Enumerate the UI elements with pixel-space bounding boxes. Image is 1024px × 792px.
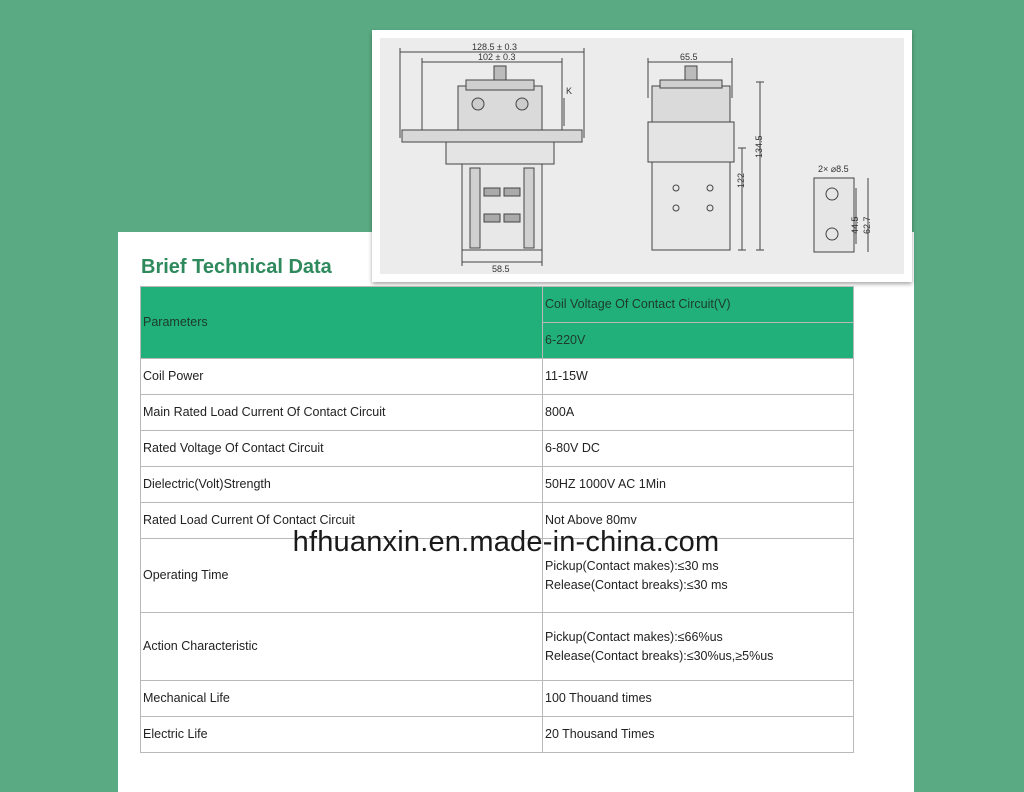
row-value-line: Release(Contact breaks):≤30%us,≥5%us [545, 648, 774, 663]
dim-k-label: K [566, 86, 573, 96]
row-label: Dielectric(Volt)Strength [141, 467, 543, 503]
row-value [543, 613, 854, 681]
row-value-line: 6-80V DC [545, 441, 600, 455]
header-parameters: Parameters [141, 287, 543, 359]
table-header-row [141, 287, 854, 323]
table-row [141, 467, 854, 503]
row-label: Rated Load Current Of Contact Circuit [141, 503, 543, 539]
dim-mount-spacing: 102 ± 0.3 [478, 52, 516, 62]
contactor-dimension-drawing [380, 38, 904, 274]
dim-hole-pitch: 44.5 [850, 216, 860, 234]
table-row [141, 395, 854, 431]
row-value-line: 100 Thouand times [545, 691, 652, 705]
row-value [543, 681, 854, 717]
dim-hole-spec: 2× ⌀8.5 [818, 164, 849, 174]
table-row [141, 681, 854, 717]
dim-height-total: 134.5 [754, 135, 764, 158]
row-value-line: Pickup(Contact makes):≤30 ms [545, 558, 719, 573]
watermark-text: hfhuanxin.en.made-in-china.com [292, 526, 720, 558]
row-label: Action Characteristic [141, 613, 543, 681]
row-label: Main Rated Load Current Of Contact Circuit [141, 395, 543, 431]
row-label: Operating Time [141, 539, 543, 613]
header-coil-voltage-value: 6-220V [543, 323, 854, 359]
watermark [0, 526, 1024, 559]
dim-hole-outer: 62.7 [862, 216, 872, 234]
row-label: Rated Voltage Of Contact Circuit [141, 431, 543, 467]
row-value-line: Release(Contact breaks):≤30 ms [545, 577, 728, 592]
table-row [141, 359, 854, 395]
row-value-line: 11-15W [545, 369, 588, 383]
row-value [543, 431, 854, 467]
section-title: Brief Technical Data [141, 256, 332, 278]
row-value-line: Not Above 80mv [545, 513, 637, 527]
row-value-line: 20 Thousand Times [545, 727, 655, 741]
row-label: Coil Power [141, 359, 543, 395]
row-value [543, 717, 854, 753]
row-label: Mechanical Life [141, 681, 543, 717]
table-row [141, 613, 854, 681]
dim-side-width: 65.5 [680, 52, 698, 62]
row-value-line: 50HZ 1000V AC 1Min [545, 477, 666, 491]
row-value [543, 467, 854, 503]
spec-table [140, 286, 854, 753]
row-value-line: Pickup(Contact makes):≤66%us [545, 629, 723, 644]
row-label: Electric Life [141, 717, 543, 753]
dim-bottom-width: 58.5 [492, 264, 510, 274]
dim-height-body: 122 [736, 172, 746, 188]
technical-drawing-panel [372, 30, 912, 282]
table-row [141, 717, 854, 753]
row-value [543, 395, 854, 431]
dim-overall-width: 128.5 ± 0.3 [472, 42, 517, 52]
header-coil-voltage-title: Coil Voltage Of Contact Circuit(V) [543, 287, 854, 323]
row-value [543, 359, 854, 395]
row-value-line: 800A [545, 405, 575, 419]
technical-drawing [380, 38, 904, 274]
table-row [141, 431, 854, 467]
